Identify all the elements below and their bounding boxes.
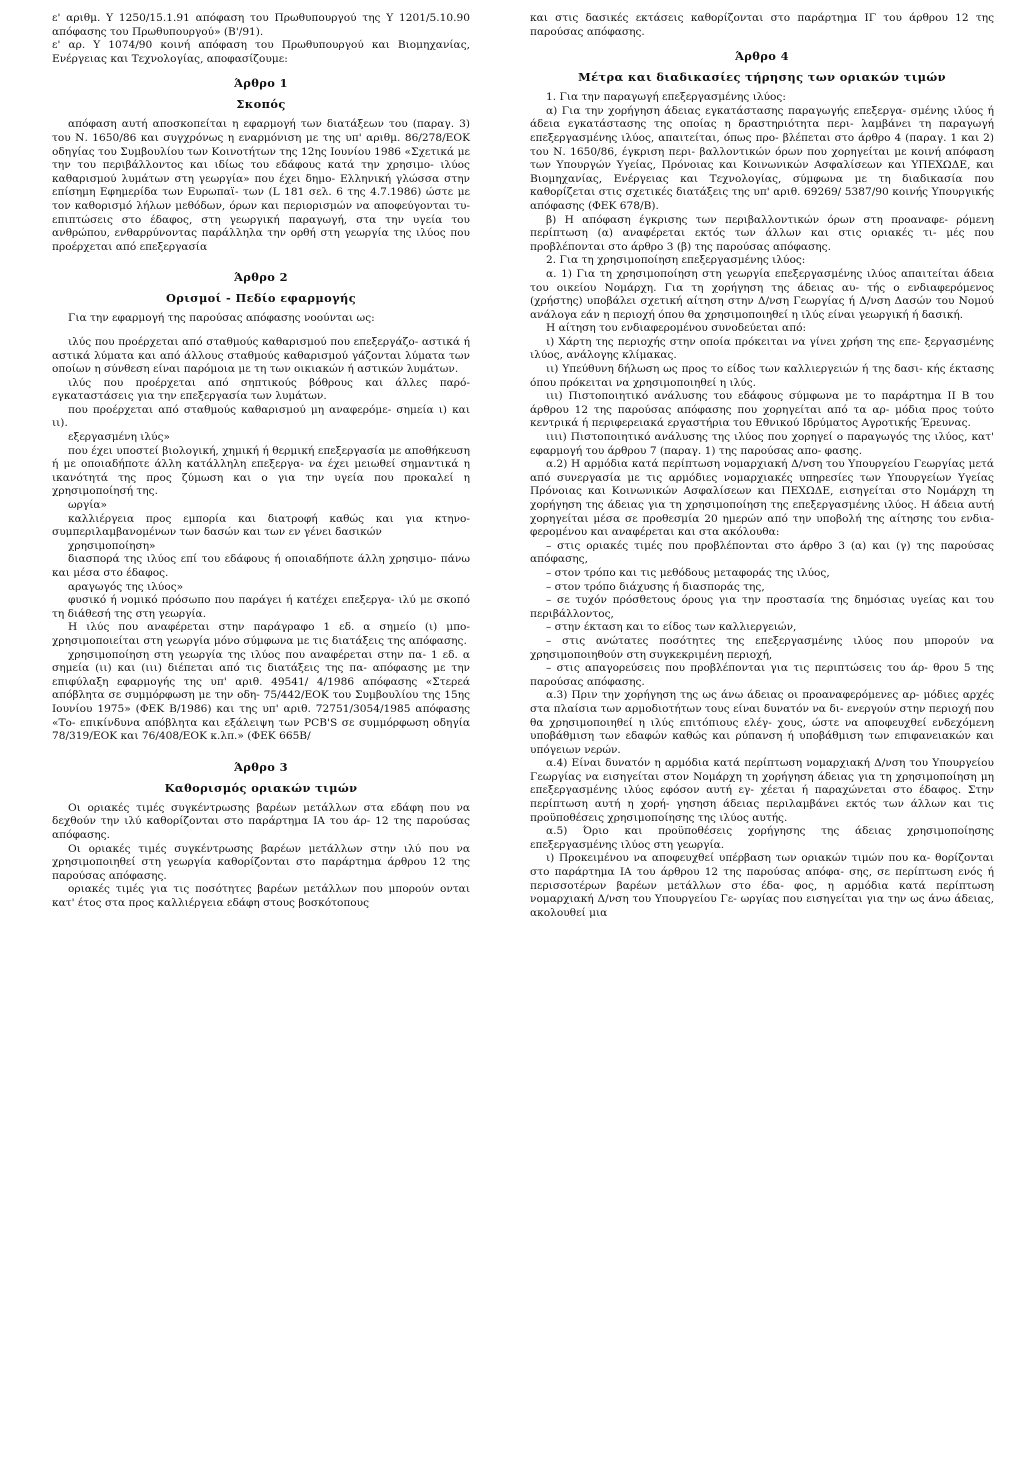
- article-4-subtitle: Μέτρα και διαδικασίες τήρησης των οριακών τιμών: [578, 70, 946, 85]
- article-1-title: Άρθρο 1: [234, 76, 288, 91]
- article-4-paragraph-14: – στον τρόπο διάχυσης ή διασποράς της,: [546, 580, 765, 593]
- article-4-paragraph-5: α. 1) Για τη χρησιμοποίηση στη γεωργία επεξεργασμένης ιλύος απαιτείται άδεια του οικείου Νομάρχη. Για τη χορήγηση της άδειας αυ- τής ο ενδιαφερόμενος (χρήστης) υποβάλει σχετική αίτηση στην Δ/νση Γεωργίας ή Δ/νση Δασών του Νομού ανάλογα εάν η περιοχή όπου θα χρησιμοποιηθεί η ιλύς είναι γεωργική ή δασική.: [530, 267, 994, 321]
- article-4-paragraph-9: ιιι) Πιστοποιητικό ανάλυσης του εδάφους σύμφωνα με το παράρτημα ΙΙ Β του άρθρου 12 της παρούσας απόφασης που χορηγείται από τα αρ- μόδια προς τούτο κεντρικά ή περιφερειακά εργαστήρια του Εθνικού Ιδρύματος Αγροτικής Έρευνας.: [530, 390, 994, 430]
- article-1-paragraph: απόφαση αυτή αποσκοπείται η εφαρμογή των διατάξεων του (παραγ. 3) του Ν. 1650/86 και συγχρόνως η εναρμόνιση με της υπ' αριθμ. 86/278/ΕΟΚ οδηγίας του Συμβουλίου των Κοινοτήτων της 12ης Ιουνίου 1986 «Σχετικά με την του περιβάλλοντος και ιδίως του εδάφους κατά την χρησιμο- ιλύος καθαρισμού λυμάτων στη γεωργία» που έχει δημο- Ελληνική γλώσσα στην επίσημη Εφημερίδα των Ευρωπαϊ- των (L 181 σελ. 6 της 4.7.1986) ώστε με τον καθορισμό λήλων μεθόδων, όρων και περιορισμών να αποφεύγονται τυ- επιπτώσεις στο έδαφος, στη γεωργική παραγωγή, στα την υγεία του ανθρώπου, ενθαρρύνοντας παράλληλα την ορθή στη γεωργία της ιλύος που προέρχεται από επεξεργασία: [52, 118, 470, 253]
- article-2-paragraph-9: χρησιμοποίηση»: [68, 539, 156, 552]
- article-2-paragraph-5: εξεργασμένη ιλύς»: [68, 431, 171, 444]
- article-2-paragraph-14: χρησιμοποίηση στη γεωργία της ιλύος που αναφέρεται στην πα- 1 εδ. α σημεία (ιι) και (ιιι) διέπεται από τις διατάξεις της πα- απόφασης με την επιφύλαξη εφαρμογής της υπ' αριθ. 49541/ 4/1986 απόφασης «Στερεά απόβλητα σε συμμόρφωση με την οδη- 75/442/ΕΟΚ του Συμβουλίου της 15ης Ιουνίου 1975» (ΦΕΚ Β/1986) και της υπ' αριθ. 72751/3054/1985 απόφασης «Το- επικίνδυνα απόβλητα και εξάλειψη των PCB'S σε συμμόρφωση οδηγία 78/319/ΕΟΚ και 76/408/ΕΟΚ κ.λπ.» (ΦΕΚ 665Β/: [52, 648, 470, 743]
- article-4-paragraph-20: α.4) Είναι δυνατόν η αρμόδια κατά περίπτωση νομαρχιακή Δ/νση του Υπουργείου Γεωργίας να εισηγείται στον Νομάρχη τη χορήγηση άδειας για τη χρησιμοποίηση μη επεξεργασμένης ιλύος εφόσον αυτή εγ- χέεται ή παραχώνεται στο έδαφος. Στην περίπτωση αυτή η χορή- γησηση άδειας περιλαμβάνει εκτός των άλλων και τις προϋποθέσεις χρησιμοποίησης της ιλύος αυτής.: [530, 757, 994, 824]
- article-2-title: Άρθρο 2: [234, 270, 288, 285]
- article-4-paragraph-1: 1. Για την παραγωγή επεξεργασμένης ιλύος:: [546, 91, 786, 104]
- right-column: [530, 12, 994, 1466]
- article-2-paragraph-8: καλλιέργεια προς εμπορία και διατροφή καθώς και για κτηνο- συμπεριλαμβανομένων των δασών και των εν γένει δασικών: [52, 512, 470, 539]
- article-4-paragraph-4: 2. Για τη χρησιμοποίηση επεξεργασμένης ιλύος:: [546, 254, 806, 267]
- article-2-paragraph-1: Για την εφαρμογή της παρούσας απόφασης νοούνται ως:: [68, 312, 375, 325]
- article-1-subtitle: Σκοπός: [236, 97, 286, 112]
- article-4-paragraph-11: α.2) Η αρμόδια κατά περίπτωση νομαρχιακή Δ/νση του Υπουργείου Γεωργίας μετά από συνεργασία με τις αρμόδιες νομαρχιακές υπηρεσίες των Υπουργείων Υγείας Πρόνοιας και Κοινωνικών Ασφαλίσεων και ΠΕΧΩΔΕ, εισηγείται στο Νομάρχη τη χορήγηση της άδειας για τη χρησιμοποίηση της επεξεργασμένης ιλύος. Η άδεια αυτή χορηγείται μέσα σε προθεσμία 20 ημερών από την υποβολή της αίτησης του ενδια- φερομένου και αναφέρεται και στα ακόλουθα:: [530, 458, 994, 539]
- article-4-paragraph-2: α) Για την χορήγηση άδειας εγκατάστασης παραγωγής επεξεργα- σμένης ιλύος ή άδεια εγκατάστασης της οποίας η δραστηριότητα περι- λαμβάνει τη παραγωγή επεξεργασμένης ιλύος, απαιτείται, όπως προ- βλέπεται στο άρθρο 4 (παραγ. 1 και 2) του Ν. 1650/86, έγκριση περι- βαλλοντικών όρων που χορηγείται με κοινή απόφαση των Υπουργών Υγείας, Πρόνοιας και Κοινωνικών Ασφαλίσεων και ΥΠΕΧΩΔΕ, και Βιομηχανίας, Ενέργειας και Τεχνολογίας, σύμφωνα με τη διαδικασία που καθορίζεται στις σχετικές διατάξεις της υπ' αριθ. 69269/ 5387/90 κοινής Υπουργικής απόφασης (ΦΕΚ 678/Β).: [530, 104, 994, 212]
- article-4-paragraph-17: – στις ανώτατες ποσότητες της επεξεργασμένης ιλύος που μπορούν να χρησιμοποιηθούν στη συγκεκριμένη περιοχή,: [530, 634, 994, 661]
- left-column: [52, 12, 470, 1466]
- article-3-paragraph-3: οριακές τιμές για τις ποσότητες βαρέων μετάλλων που μπορούν ονται κατ' έτος στα προς καλλιέργεια εδάφη στους βοσκότοπους: [52, 883, 470, 909]
- article-2-paragraph-11: αραγωγός της ιλύος»: [68, 580, 184, 593]
- article-2-paragraph-13: Η ιλύς που αναφέρεται στην παράγραφο 1 εδ. α σημείο (ι) μπο- χρησιμοποιείται στη γεωργία μόνο σύμφωνα με τις διατάξεις της απόφασης.: [52, 621, 470, 647]
- article-2-paragraph-4: που προέρχεται από σταθμούς καθαρισμού μη αναφερόμε- σημεία ι) και ιι).: [52, 403, 470, 430]
- article-3-paragraph-1: Οι οριακές τιμές συγκέντρωσης βαρέων μετάλλων στα εδάφη που να δεχθούν την ιλύ καθορίζονται στο παράρτημα ΙΑ του άρ- 12 της παρούσας απόφασης.: [52, 801, 470, 841]
- article-4-paragraph-22: ι) Προκειμένου να αποφευχθεί υπέρβαση των οριακών τιμών που κα- θορίζονται στο παράρτημα ΙΑ του άρθρου 12 της παρούσας απόφα- σης, σε περίπτωση ενός ή περισσοτέρων βαρέων μετάλλων στο έδα- φος, η αρμόδια κατά περίπτωση νομαρχιακή Δ/νση του Υπουργείου Γε- ωργίας που εισηγείται για την ως άνω άδειας, ακολουθεί μια: [530, 852, 994, 919]
- right-intro: και στις δασικές εκτάσεις καθορίζονται στο παράρτημα ΙΓ του άρθρου 12 της παρούσας απόφασης.: [530, 12, 994, 38]
- article-4-paragraph-21: α.5) Όριο και προϋποθέσεις χορήγησης της άδειας χρησιμοποίησης επεξεργασμένης ιλύος στη γεωργία.: [530, 825, 994, 851]
- article-2-paragraph-3: ιλύς που προέρχεται από σηπτικούς βόθρους και άλλες παρό- εγκαταστάσεις για την επεξεργασία των λυμάτων.: [52, 376, 470, 403]
- article-2-paragraph-12: φυσικό ή νομικό πρόσωπο που παράγει ή κατέχει επεξεργα- ιλύ με σκοπό τη διάθεσή της στη γεωργία.: [52, 594, 470, 620]
- article-3-subtitle: Καθορισμός οριακών τιμών: [164, 780, 358, 795]
- article-4-paragraph-6: Η αίτηση του ενδιαφερομένου συνοδεύεται από:: [546, 322, 807, 335]
- article-2-paragraph-6: που έχει υποστεί βιολογική, χημική ή θερμική επεξεργασία με αποθήκευση ή με οποιαδήποτε άλλη κατάλληλη επεξεργα- να έχει μειωθεί σημαντικά η ικανότητά της προς ζύμωση και ο για την υγεία που προκαλεί η χρησιμοποίησή της.: [52, 444, 470, 498]
- article-4-paragraph-16: – στην έκταση και το είδος των καλλιεργειών,: [546, 621, 797, 634]
- article-2-paragraph-7: ωργία»: [68, 499, 107, 512]
- article-2-subtitle: Ορισμοί - Πεδίο εφαρμογής: [165, 291, 357, 306]
- article-4-paragraph-18: – στις απαγορεύσεις που προβλέπονται για τις περιπτώσεις του άρ- θρου 5 της παρούσας απόφασης.: [530, 662, 994, 688]
- article-4-paragraph-19: α.3) Πριν την χορήγηση της ως άνω άδειας οι προαναφερόμενες αρ- μόδιες αρχές στα πλαίσια των αρμοδιοτήτων τους είναι δυνατόν να δι- ενεργούν στην περιοχή που θα χρησιμοποιηθεί η ιλύς επιτόπιους ελέγ- χους, ώστε να αποφευχθεί ενδεχόμενη υποβάθμιση των εδαφών καθώς και ρύπανση ή υποβάθμιση των επιφανειακών και υπόγειων νερών.: [530, 689, 994, 756]
- article-2-paragraph-2: ιλύς που προέρχεται από σταθμούς καθαρισμού που επεξεργάζο- αστικά ή αστικά λύματα και από άλλους σταθμούς καθαρισμού γάζονται λύματα των οποίων η σύνθεση είναι παρόμοια με τη των οικιακών ή αστικών λυμάτων.: [52, 335, 470, 376]
- article-4-paragraph-10: ιιιι) Πιστοποιητικό ανάλυσης της ιλύος που χορηγεί ο παραγωγός της ιλύος, κατ' εφαρμογή του άρθρου 7 (παραγ. 1) της παρούσας απο- φασης.: [530, 431, 994, 457]
- article-3-paragraph-2: Οι οριακές τιμές συγκέντρωσης βαρέων μετάλλων στην ιλύ που να χρησιμοποιηθεί στη γεωργία καθορίζονται στο παράρτημα άρθρου 12 της παρούσας απόφασης.: [52, 842, 470, 882]
- article-4-paragraph-15: – σε τυχόν πρόσθετους όρους για την προστασία της δημόσιας υγείας και του περιβάλλοντος,: [530, 594, 994, 620]
- article-4-paragraph-12: – στις οριακές τιμές που προβλέπονται στο άρθρο 3 (α) και (γ) της παρούσας απόφασης,: [530, 539, 994, 566]
- article-4-paragraph-13: – στον τρόπο και τις μεθόδους μεταφοράς της ιλύος,: [546, 566, 830, 579]
- left-intro-2: ε' αρ. Υ 1074/90 κοινή απόφαση του Πρωθυπουργού και Βιομηχανίας, Ενέργειας και Τεχνολογίας, αποφασίζουμε:: [52, 39, 470, 65]
- article-4-paragraph-8: ιι) Υπεύθυνη δήλωση ως προς το είδος των καλλιεργειών ή της δασι- κής έκτασης όπου πρόκειται να χρησιμοποιηθεί η ιλύς.: [530, 363, 994, 389]
- article-4-paragraph-7: ι) Χάρτη της περιοχής στην οποία πρόκειται να γίνει χρήση της επε- ξεργασμένης ιλύος, ανάλογης κλίμακας.: [530, 335, 994, 362]
- left-intro-1: ε' αριθμ. Υ 1250/15.1.91 απόφαση του Πρωθυπουργού της Υ 1201/5.10.90 απόφασης του Πρωθυπουργού» (Β'/91).: [52, 12, 470, 38]
- article-2-paragraph-10: διασπορά της ιλύος επί του εδάφους ή οποιαδήποτε άλλη χρησιμο- πάνω και μέσα στο έδαφος.: [52, 553, 470, 579]
- article-4-paragraph-3: β) Η απόφαση έγκρισης των περιβαλλοντικών όρων στη προαναφε- ρόμενη περίπτωση (α) αναφέρεται εκτός των άλλων και στις οριακές τι- μές που προβλέπονται στο άρθρο 3 (β) της παρούσας απόφασης.: [530, 213, 994, 253]
- article-3-title: Άρθρο 3: [234, 759, 288, 774]
- article-4-title: Άρθρο 4: [735, 49, 789, 64]
